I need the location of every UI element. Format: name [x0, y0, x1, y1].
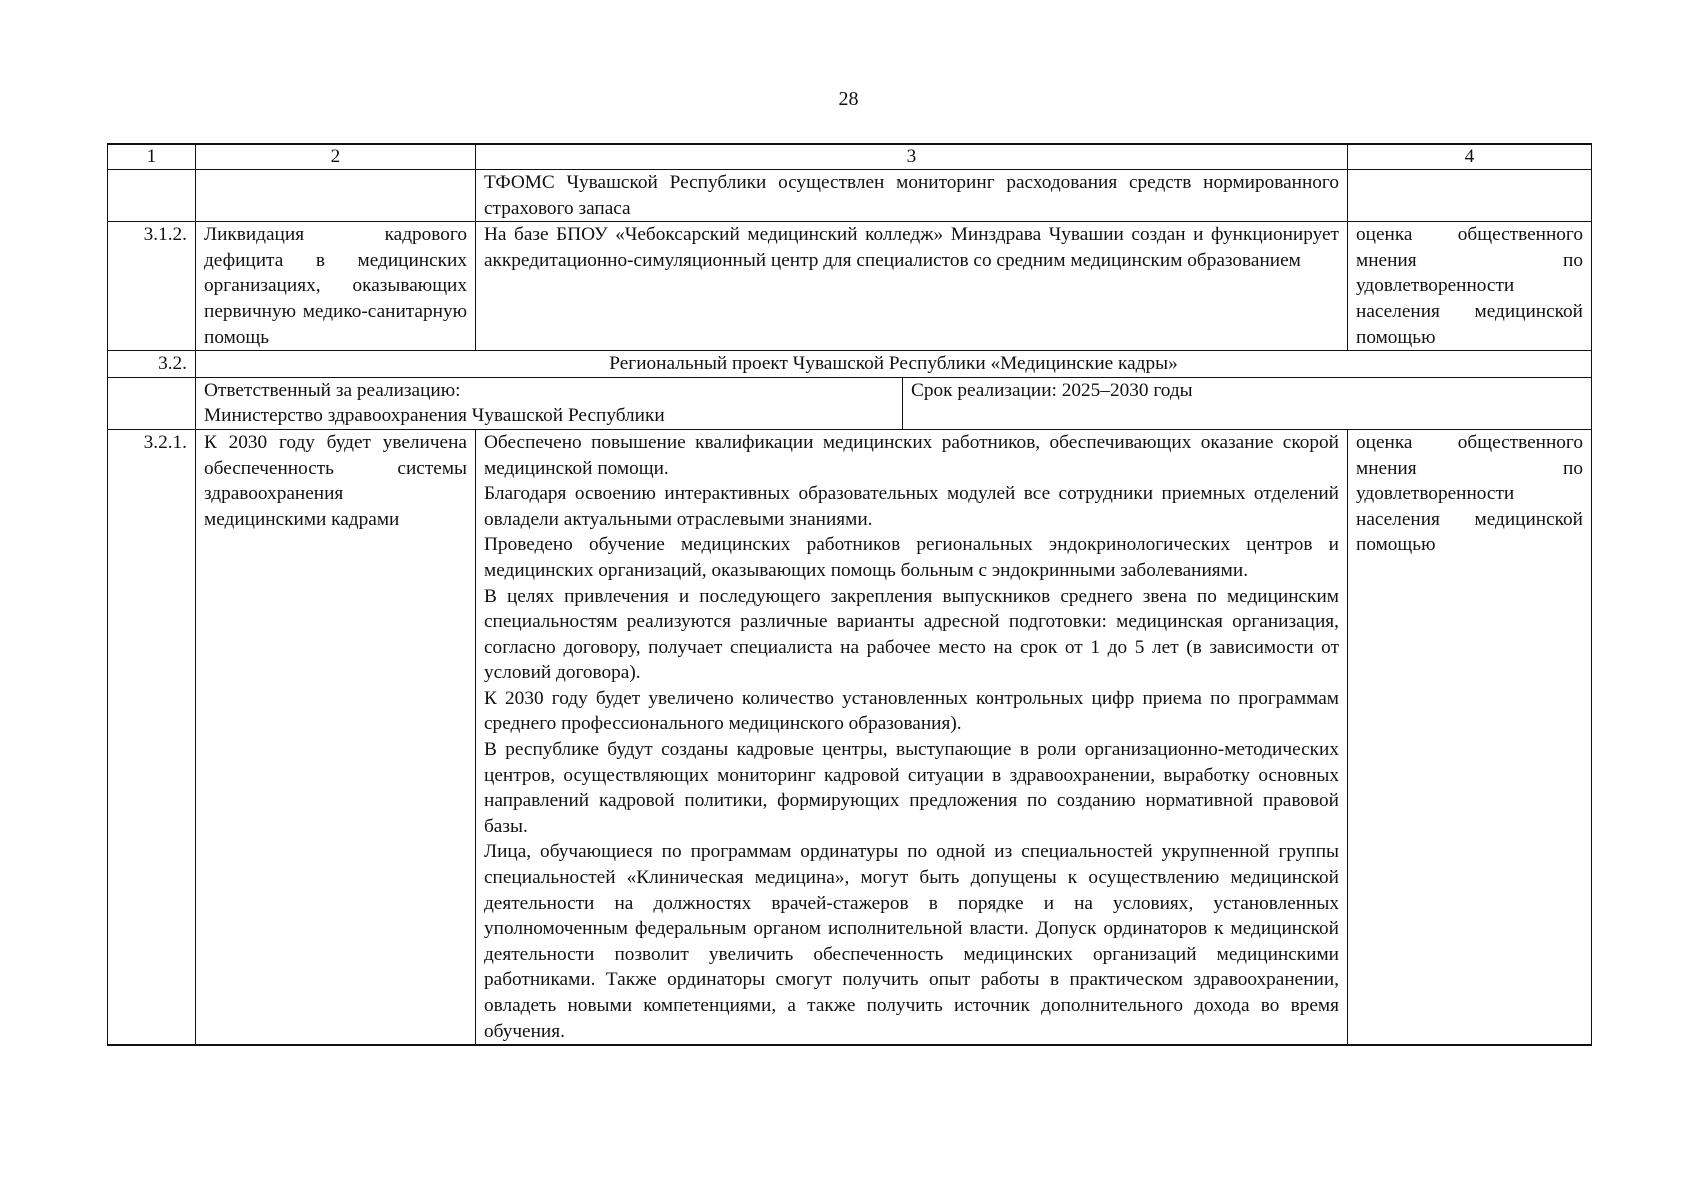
- responsible-label: Ответственный за реализацию:: [204, 379, 461, 401]
- table-row-tfoms: [108, 170, 1592, 222]
- indicator-cell: оценка общественного мнения по удовлетворенности населения медицинской помощью: [1348, 222, 1592, 351]
- table-row-responsible: [108, 377, 1592, 429]
- measures-table: [107, 143, 1592, 1046]
- paragraph: В республике будут созданы кадровые центры, выступающие в роли организационно-методических центров, осуществляющих мониторинг кадровой ситуации в здравоохранении, выработку основных направлений кадровой политики, формирующих предложения по созданию нормативной правовой базы.: [484, 739, 1339, 837]
- task-cell: Ликвидация кадрового дефицита в медицинских организациях, оказывающих первичную медико-санитарную помощь: [196, 222, 476, 351]
- row-number: 3.2.1.: [108, 429, 196, 1045]
- indicator-cell: оценка общественного мнения по удовлетворенности населения медицинской помощью: [1348, 429, 1592, 1045]
- paragraph: Благодаря освоению интерактивных образовательных модулей все сотрудники приемных отделений овладели актуальными отраслевыми знаниями.: [484, 483, 1339, 530]
- paragraph: Лица, обучающиеся по программам ординатуры по одной из специальностей укрупненной группы специальностей «Клиническая медицина», могут быть допущены к осуществлению медицинской деятельности на должностях врачей-стажеров в порядке и на условиях, установленных уполномоченным федеральным органом исполнительной власти. Допуск ординаторов к медицинской деятельности позволит увеличить обеспеченность медицинских организаций медицинскими работниками. Также ординаторы смогут получить опыт работы в практическом здравоохранении, овладеть новыми компетенциями, а также получить источник дополнительного дохода во время обучения.: [484, 841, 1339, 1042]
- paragraph: Обеспечено повышение квалификации медицинских работников, обеспечивающих оказание скорой медицинской помощи.: [484, 431, 1339, 479]
- table-row-3-2: [108, 351, 1592, 378]
- row-number: 3.1.2.: [108, 222, 196, 351]
- task-cell: К 2030 году будет увеличена обеспеченность системы здравоохранения медицинскими кадрами: [196, 429, 476, 1045]
- table-row-3-1-2: [108, 222, 1592, 351]
- term-cell: Срок реализации: 2025–2030 годы: [911, 379, 1193, 401]
- result-cell: На базе БПОУ «Чебоксарский медицинский колледж» Минздрава Чувашии создан и функционирует аккредитационно-симуляционный центр для специалистов со средним медицинским образованием: [476, 222, 1348, 351]
- column-number-3: 3: [476, 144, 1348, 170]
- paragraph: Проведено обучение медицинских работников региональных эндокринологических центров и медицинских организаций, оказывающих помощь больным с эндокринными заболеваниями.: [484, 534, 1339, 581]
- paragraph: В целях привлечения и последующего закрепления выпускников среднего звена по медицинским специальностям реализуются различные варианты адресной подготовки: медицинская организация, согласно договору, получает специалиста на рабочее место на срок от 1 до 5 лет (в зависимости от условий договора).: [484, 585, 1339, 684]
- responsible-cell: [196, 378, 903, 429]
- column-number-2: 2: [196, 144, 476, 170]
- row-number: 3.2.: [108, 351, 196, 378]
- column-number-row: [108, 144, 1592, 170]
- page-number: 28: [838, 88, 859, 110]
- tfoms-text: ТФОМС Чувашской Республики осуществлен мониторинг расходования средств нормированного страхового запаса: [476, 170, 1348, 222]
- column-number-1: 1: [108, 144, 196, 170]
- project-title: Региональный проект Чувашской Республики «Медицинские кадры»: [196, 351, 1592, 378]
- responsible-name: Министерство здравоохранения Чувашской Республики: [204, 405, 665, 427]
- table-row-3-2-1: [108, 429, 1592, 1045]
- paragraph: К 2030 году будет увеличено количество установленных контрольных цифр приема по программам среднего профессионального медицинского образования).: [484, 687, 1339, 735]
- result-cell: [476, 429, 1348, 1045]
- column-number-4: 4: [1348, 144, 1592, 170]
